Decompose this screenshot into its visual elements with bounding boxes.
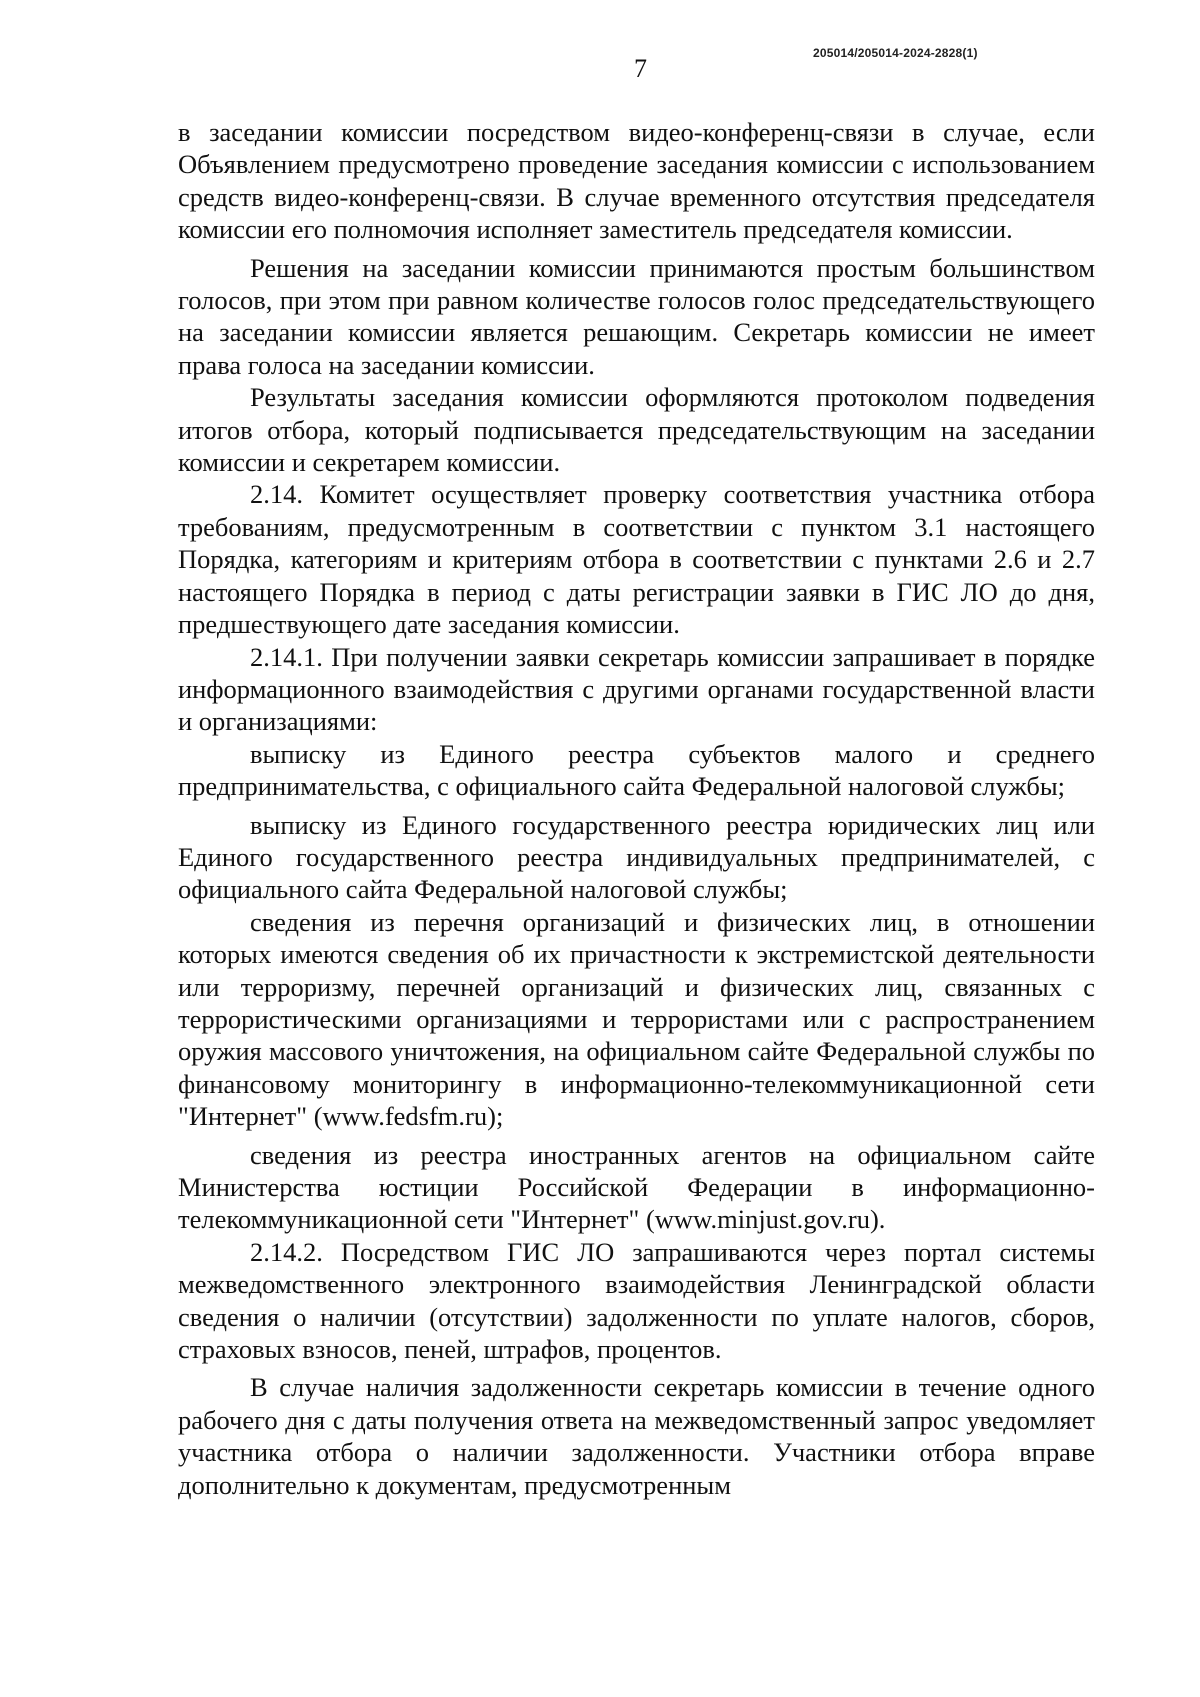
paragraph-decisions: Решения на заседании комиссии принимаются простым большинством голосов, при этом при равном количестве голосов голос председательствующего на заседании комиссии является решающим. Секретарь комиссии не имеет права голоса на заседании комиссии.: [178, 252, 1095, 380]
page-number: 7: [634, 54, 647, 83]
document-body: [178, 116, 1095, 1501]
list-item-foreign-agents-registry: сведения из реестра иностранных агентов на официальном сайте Министерства юстиции Российской Федерации в информационно-телекоммуникационной сети "Интернет" (www.minjust.gov.ru).: [178, 1139, 1095, 1235]
document-id: 205014/205014-2024-2828(1): [813, 46, 978, 60]
list-item-smb-registry: выписку из Единого реестра субъектов малого и среднего предпринимательства, с официального сайта Федеральной налоговой службы;: [178, 738, 1095, 802]
paragraph-continuation: в заседании комиссии посредством видео-конференц-связи в случае, если Объявлением предусмотрено проведение заседания комиссии с использованием средств видео-конференц-связи. В случае временного отсутствия председателя комиссии его полномочия исполняет заместитель председателя комиссии.: [178, 117, 1095, 245]
paragraph-2-14-2: 2.14.2. Посредством ГИС ЛО запрашиваются через портал системы межведомственного электронного взаимодействия Ленинградской области сведения о наличии (отсутствии) задолженности по уплате налогов, сборов, страховых взносов, пеней, штрафов, процентов.: [178, 1236, 1095, 1365]
paragraph-2-14-1: 2.14.1. При получении заявки секретарь комиссии запрашивает в порядке информационного взаимодействия с другими органами государственной власти и организациями:: [178, 641, 1095, 737]
paragraph-debt-notice: В случае наличия задолженности секретарь комиссии в течение одного рабочего дня с даты получения ответа на межведомственный запрос уведомляет участника отбора о наличии задолженности. Участники отбора вправе дополнительно к документам, предусмотренным: [178, 1372, 1095, 1500]
list-item-extremism-list: сведения из перечня организаций и физических лиц, в отношении которых имеются сведения об их причастности к экстремистской деятельности или терроризму, перечней организаций и физических лиц, связанных с террористическими организациями и террористами или с распространением оружия массового уничтожения, на официальном сайте Федеральной службы по финансовому мониторингу в информационно-телекоммуникационной сети "Интернет" (www.fedsfm.ru);: [178, 906, 1095, 1132]
list-item-legal-entities-registry: выписку из Единого государственного реестра юридических лиц или Единого государственного реестра индивидуальных предпринимателей, с официального сайта Федеральной налоговой службы;: [178, 809, 1095, 905]
paragraph-results: Результаты заседания комиссии оформляются протоколом подведения итогов отбора, который подписывается председательствующим на заседании комиссии и секретарем комиссии.: [178, 382, 1095, 478]
paragraph-2-14: 2.14. Комитет осуществляет проверку соответствия участника отбора требованиям, предусмотренным в соответствии с пунктом 3.1 настоящего Порядка, категориям и критериям отбора в соответствии с пунктами 2.6 и 2.7 настоящего Порядка в период с даты регистрации заявки в ГИС ЛО до дня, предшествующего дате заседания комиссии.: [178, 479, 1095, 640]
